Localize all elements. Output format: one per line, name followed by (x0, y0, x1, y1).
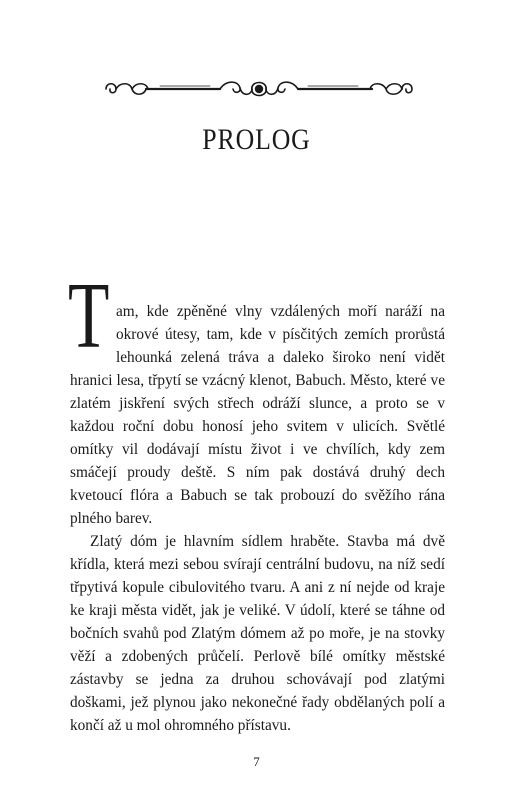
chapter-title: PROLOG (202, 123, 311, 156)
paragraph-1 (68, 264, 445, 530)
paragraph-1-text: am, kde zpěněné vlny vzdálených moří naráží na okrové útesy, tam, kde v písčitých zemích prorůstá lehounká zelená tráva a daleko široko není vidět hranici lesa, třpytí se vzácný klenot, Babuch. Město, které ve zlatém jiskření svých střech odráží slunce, a proto se v každou roční dobu honosí jeho svitem v ulicích. Světlé omítky vil dodávají místu život i ve chvílích, kdy zem smáčejí proudy deště. S ním pak dostává druhý dech kvetoucí flóra a Babuch se tak probouzí do svěžího rána plného barev. (70, 303, 445, 527)
page-number: 7 (253, 754, 260, 769)
paragraph-2: Zlatý dóm je hlavním sídlem hraběte. Stavba má dvě křídla, která mezi sebou svírají centrální budovu, na níž sedí třpytivá kopule cibulovitého tvaru. A ani z ní nejde od kraje ke kraji města vidět, jak je veliké. V údolí, které se táhne od bočních svahů pod Zlatým dómem až po moře, je na stovky věží a zdobených průčelí. Perlově bílé omítky městské zástavby se jedna za druhou schovávají pod zlatými doškami, jež plynou jako nekonečné řady obdělaných polí a končí až u mol ohromného přístavu. (70, 533, 445, 734)
drop-cap: T (68, 264, 110, 368)
scroll-ornament-icon (100, 74, 418, 104)
body-text (68, 264, 445, 737)
